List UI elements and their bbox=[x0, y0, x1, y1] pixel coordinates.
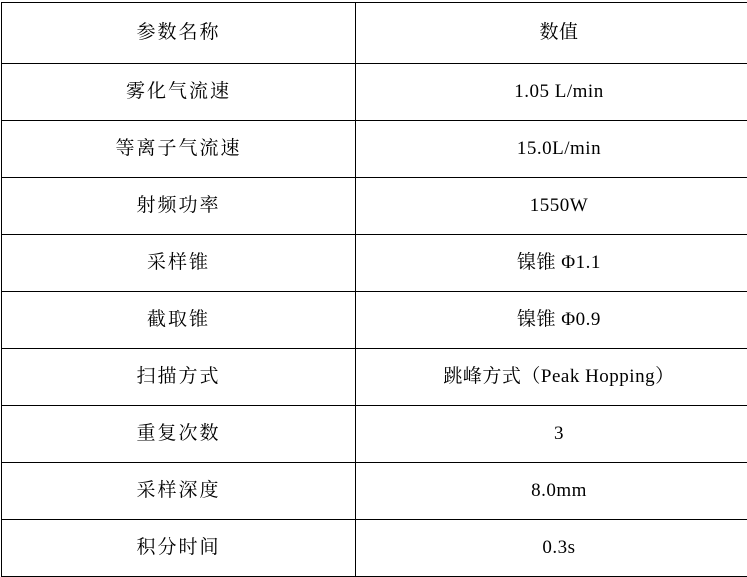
cell-parameter-value: 15.0L/min bbox=[356, 121, 747, 178]
table-row bbox=[2, 235, 747, 292]
table-row bbox=[2, 349, 747, 406]
cell-parameter-name: 扫描方式 bbox=[2, 349, 356, 406]
cell-parameter-value: 1550W bbox=[356, 178, 747, 235]
cell-parameter-value: 8.0mm bbox=[356, 463, 747, 520]
cell-parameter-value: 镍锥 Φ1.1 bbox=[356, 235, 747, 292]
cell-parameter-name: 射频功率 bbox=[2, 178, 356, 235]
cell-parameter-name: 重复次数 bbox=[2, 406, 356, 463]
cell-parameter-name: 雾化气流速 bbox=[2, 64, 356, 121]
table-row bbox=[2, 292, 747, 349]
parameter-table bbox=[1, 2, 747, 577]
cell-parameter-name: 截取锥 bbox=[2, 292, 356, 349]
cell-parameter-value: 跳峰方式（Peak Hopping） bbox=[356, 349, 747, 406]
cell-parameter-value: 0.3s bbox=[356, 520, 747, 577]
column-header-value: 数值 bbox=[356, 3, 747, 64]
table-row bbox=[2, 64, 747, 121]
cell-parameter-name: 采样锥 bbox=[2, 235, 356, 292]
table-row bbox=[2, 121, 747, 178]
cell-parameter-value: 1.05 L/min bbox=[356, 64, 747, 121]
cell-parameter-value: 镍锥 Φ0.9 bbox=[356, 292, 747, 349]
cell-parameter-name: 等离子气流速 bbox=[2, 121, 356, 178]
table-row bbox=[2, 463, 747, 520]
table-row bbox=[2, 178, 747, 235]
cell-parameter-value: 3 bbox=[356, 406, 747, 463]
table-header-row bbox=[2, 3, 747, 64]
cell-parameter-name: 积分时间 bbox=[2, 520, 356, 577]
table-row bbox=[2, 406, 747, 463]
cell-parameter-name: 采样深度 bbox=[2, 463, 356, 520]
column-header-parameter-name: 参数名称 bbox=[2, 3, 356, 64]
table-row bbox=[2, 520, 747, 577]
